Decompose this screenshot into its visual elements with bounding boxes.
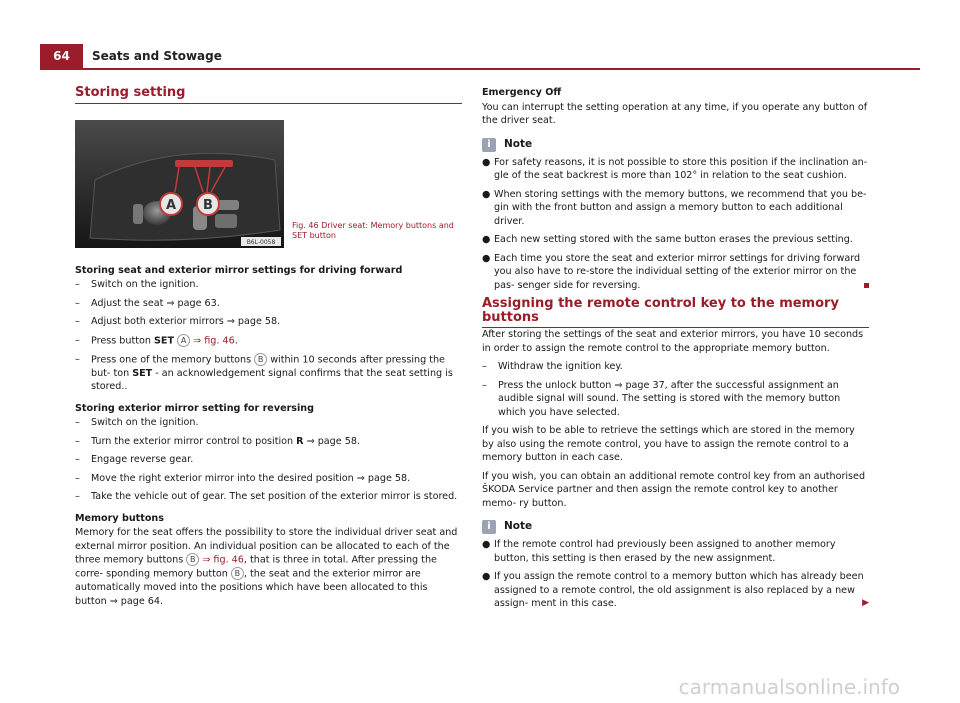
label-b: B	[254, 353, 267, 366]
mirror-position-symbol: R	[296, 435, 304, 447]
note-header	[482, 520, 869, 534]
list-item: – Withdraw the ignition key.	[482, 361, 623, 372]
figure-marker-a: A	[165, 197, 177, 213]
figure-46	[75, 120, 462, 252]
list-item: – Engage reverse gear.	[75, 454, 194, 465]
info-icon: i	[482, 520, 496, 534]
list-item: – Adjust both exterior mirrors ⇒ page 58.	[75, 316, 281, 327]
emergency-heading: Emergency Off	[482, 87, 562, 98]
assign-intro: After storing the settings of the seat and exterior mirrors, you have 10 seconds in order to assign the remote control to the appropriate memory button.	[482, 329, 864, 354]
memory-heading: Memory buttons	[75, 512, 164, 524]
seat-controls-image	[75, 120, 284, 248]
emergency-text: You can interrupt the setting operation at any time, if you operate any button of the driver seat.	[482, 101, 868, 126]
section-title-storing: Storing setting	[75, 86, 462, 104]
figure-code: B6L-0058	[246, 238, 276, 246]
header-divider	[40, 68, 920, 70]
reverse-heading: Storing exterior mirror setting for reversing	[75, 402, 315, 414]
list-item: ● Each time you store the seat and exterior mirror settings for driving forward you also have to re-store the individual setting of the exterior mirror on the pas- senger side for reversing.	[482, 252, 869, 293]
watermark: carmanualsonline.info	[678, 675, 900, 699]
list-item: – Press one of the memory buttons B within 10 seconds after pressing the but- ton SET - an acknowledgement signal confirms that the seat setting is stored..	[75, 353, 453, 392]
left-column	[75, 86, 462, 613]
list-item: – Switch on the ignition.	[75, 417, 199, 428]
figure-link[interactable]: ⇒ fig. 46	[193, 335, 235, 346]
note-title: Note	[504, 520, 533, 533]
section-end-icon	[864, 283, 869, 288]
continue-arrow-icon: ▶	[862, 598, 869, 608]
list-item: ● If you assign the remote control to a memory button which has already been assigned to a remote control, the old assignment is also replaced by a new assign- ment in this case. ▶	[482, 571, 869, 609]
drive-heading: Storing seat and exterior mirror settings for driving forward	[75, 264, 403, 276]
list-item: ● Each new setting stored with the same button erases the previous setting.	[482, 234, 853, 245]
right-column	[482, 86, 869, 616]
note-header	[482, 138, 869, 152]
assign-paragraph-2: If you wish to be able to retrieve the settings which are stored in the memory by also using the remote control, you have to assign the remote control to a memory button in each case.	[482, 425, 855, 463]
list-item: – Move the right exterior mirror into the desired position ⇒ page 58.	[75, 472, 411, 484]
chapter-title: Seats and Stowage	[92, 49, 222, 63]
memory-paragraph: Memory for the seat offers the possibility to store the individual driver seat and external mirror position. An individual position can be allocated to each of the three memory buttons B ⇒ fig. 46, that is three in total. After pressing the corre- sponding memory button B , the seat and the exterior mirror are automatically moved into the positions which have been allocated to this button ⇒ page 64.	[75, 527, 458, 607]
info-icon: i	[482, 138, 496, 152]
list-item: – Switch on the ignition.	[75, 279, 199, 290]
list-item: – Press button SET A ⇒ fig. 46.	[75, 334, 238, 346]
note-title: Note	[504, 137, 533, 150]
list-item: ● When storing settings with the memory buttons, we recommend that you be- gin with the front button and assign a memory button to each additional driver.	[482, 188, 867, 227]
list-item: – Adjust the seat ⇒ page 63.	[75, 297, 220, 309]
figure-marker-b: B	[203, 197, 213, 213]
label-a: A	[177, 334, 190, 347]
list-item: – Press the unlock button ⇒ page 37, after the successful assignment an audible signal will sound. The setting is stored with the memory button which you have selected.	[482, 379, 841, 418]
figure-caption: Fig. 46 Driver seat: Memory buttons and SET button	[292, 220, 454, 240]
list-item: – Turn the exterior mirror control to position R ⇒ page 58.	[75, 435, 360, 447]
figure-link[interactable]: ⇒ fig. 46	[202, 554, 244, 566]
assign-paragraph-3: If you wish, you can obtain an additional remote control key from an authorised ŠKODA Service partner and then assign the remote control key to another memo- ry button.	[482, 470, 866, 509]
list-item: ● For safety reasons, it is not possible to store this position if the inclination an- gle of the seat backrest is more than 102° in relation to the seat cushion.	[482, 156, 868, 181]
list-item: – Take the vehicle out of gear. The set position of the exterior mirror is stored.	[75, 491, 458, 502]
page-number: 64	[40, 44, 83, 68]
page-header	[40, 44, 920, 68]
section-title-assigning: Assigning the remote control key to the memory buttons	[482, 297, 869, 328]
list-item: ● If the remote control had previously been assigned to another memory button, this setting is then erased by the new assignment.	[482, 539, 836, 564]
